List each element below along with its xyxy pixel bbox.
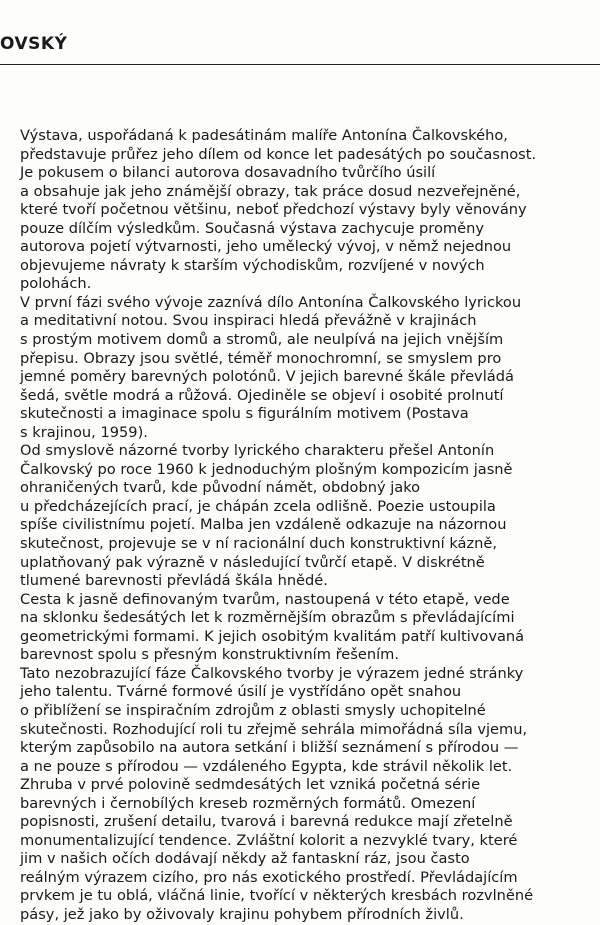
text-line: Výstava, uspořádaná k padesátinám malíře Antonína Čalkovského, <box>20 127 508 144</box>
text-line: pouze dílčím výsledkům. Současná výstava zachycuje proměny <box>20 219 484 237</box>
page-header <box>0 0 600 66</box>
text-line: které tvoří početnou většinu, neboť předchozí výstavy byly věnovány <box>20 201 527 219</box>
text-line: Zhruba v prvé polovině sedmdesátých let vzniká početná série <box>20 776 481 794</box>
text-line: a meditativní notou. Svou inspiraci hledá převážně v krajinách <box>20 312 477 330</box>
text-line: s prostým motivem domů a stromů, ale neulpívá na jejich vnějším <box>20 331 504 349</box>
text-line: jemné poměry barevných polotónů. V jejich barevné škále převládá <box>20 368 514 386</box>
text-line: šedá, světle modrá a růžová. Ojediněle se objeví i osobité prolnutí <box>20 386 504 404</box>
text-line: skutečnosti a imaginace spolu s figurálním motivem (Postava <box>20 405 469 423</box>
text-line: skutečnost, projevuje se v ní racionální duch konstruktivní kázně, <box>20 535 497 553</box>
text-line: barevných i černobílých kreseb rozměrných formátů. Omezení <box>20 794 476 812</box>
text-line: a obsahuje jak jeho známější obrazy, tak práce dosud nezveřejněné, <box>20 182 521 200</box>
text-line: V první fázi svého vývoje zaznívá dílo Antonína Čalkovského lyrickou <box>20 293 522 311</box>
article-body <box>20 127 580 925</box>
text-line: přepisu. Obrazy jsou světlé, téměř monochromní, se smyslem pro <box>20 349 502 367</box>
text-line: uplatňovaný pak výrazně v následující tvůrčí etapě. V diskrétně <box>20 553 485 571</box>
text-line: jim v našich očích dodávají někdy až fantaskní ráz, jsou často <box>20 850 470 868</box>
text-line: barevnost spolu s přesným konstruktivním řešením. <box>20 646 399 664</box>
text-line: prvkem je tu oblá, vláčná linie, tvořící v některých kresbách rozvlněné <box>20 887 534 905</box>
text-line: s krajinou, 1959). <box>20 423 148 441</box>
text-line: geometrickými formami. K jejich osobitým kvalitám patří kultivovaná <box>20 627 525 645</box>
text-line: ohraničených tvarů, kde původní námět, obdobný jako <box>20 479 421 497</box>
text-line: na sklonku šedesátých let k rozměrnějším obrazům s převládajícími <box>20 609 515 627</box>
text-line: Tato nezobrazující fáze Čalkovského tvorby je výrazem jedné stránky <box>20 664 524 682</box>
text-line: spíše civilistnímu pojetí. Malba jen vzdáleně odkazuje na názornou <box>20 516 507 534</box>
text-line: a ne pouze s přírodou — vzdáleného Egypta, kde strávil několik let. <box>20 757 513 775</box>
text-line: reálným výrazem cizího, pro nás exotického prostředí. Převládajícím <box>20 868 518 886</box>
text-line: popisnosti, zrušení detailu, tvarová i barevná redukce mají zřetelně <box>20 813 513 831</box>
text-line: kterým zapůsobilo na autora setkání i bližší seznámení s přírodou — <box>20 739 519 757</box>
text-line: polohách. <box>20 275 92 293</box>
text-line: monumentalizující tendence. Zvláštní kolorit a nezvyklé tvary, které <box>20 831 518 849</box>
text-line: u předcházejících prací, je chápán zcela odlišně. Poezie ustoupila <box>20 497 496 515</box>
text-line: Od smyslově názorné tvorby lyrického charakteru přešel Antonín <box>20 442 495 460</box>
header-divider <box>0 64 600 65</box>
text-line: jeho talentu. Tvárné formové úsilí je vystřídáno opět snahou <box>20 683 462 701</box>
text-line: Je pokusem o bilanci autorova dosavadního tvůrčího úsilí <box>20 164 436 182</box>
text-line: autorova pojetí výtvarnosti, jeho umělecký vývoj, v němž nejednou <box>20 238 512 256</box>
page-title: OVSKÝ <box>0 34 68 54</box>
text-line: skutečnosti. Rozhodující roli tu zřejmě sehrála mimořádná síla vjemu, <box>20 720 528 738</box>
text-line: Čalkovský po roce 1960 k jednoduchým plošným kompozicím jasně <box>20 460 513 478</box>
text-line: objevujeme návraty k starším východiskům, rozvíjené v nových <box>20 256 485 274</box>
text-line: tlumené barevnosti převládá škála hnědé. <box>20 572 328 590</box>
text-line: představuje průřez jeho dílem od konce let padesátých po současnost. <box>20 145 537 163</box>
text-line: pásy, jež jako by oživovaly krajinu pohybem přírodních živlů. <box>20 905 464 923</box>
text-line: o přiblížení se inspiračním zdrojům z oblasti smysly uchopitelné <box>20 701 486 719</box>
text-line: Cesta k jasně definovaným tvarům, nastoupená v této etapě, vede <box>20 590 510 608</box>
